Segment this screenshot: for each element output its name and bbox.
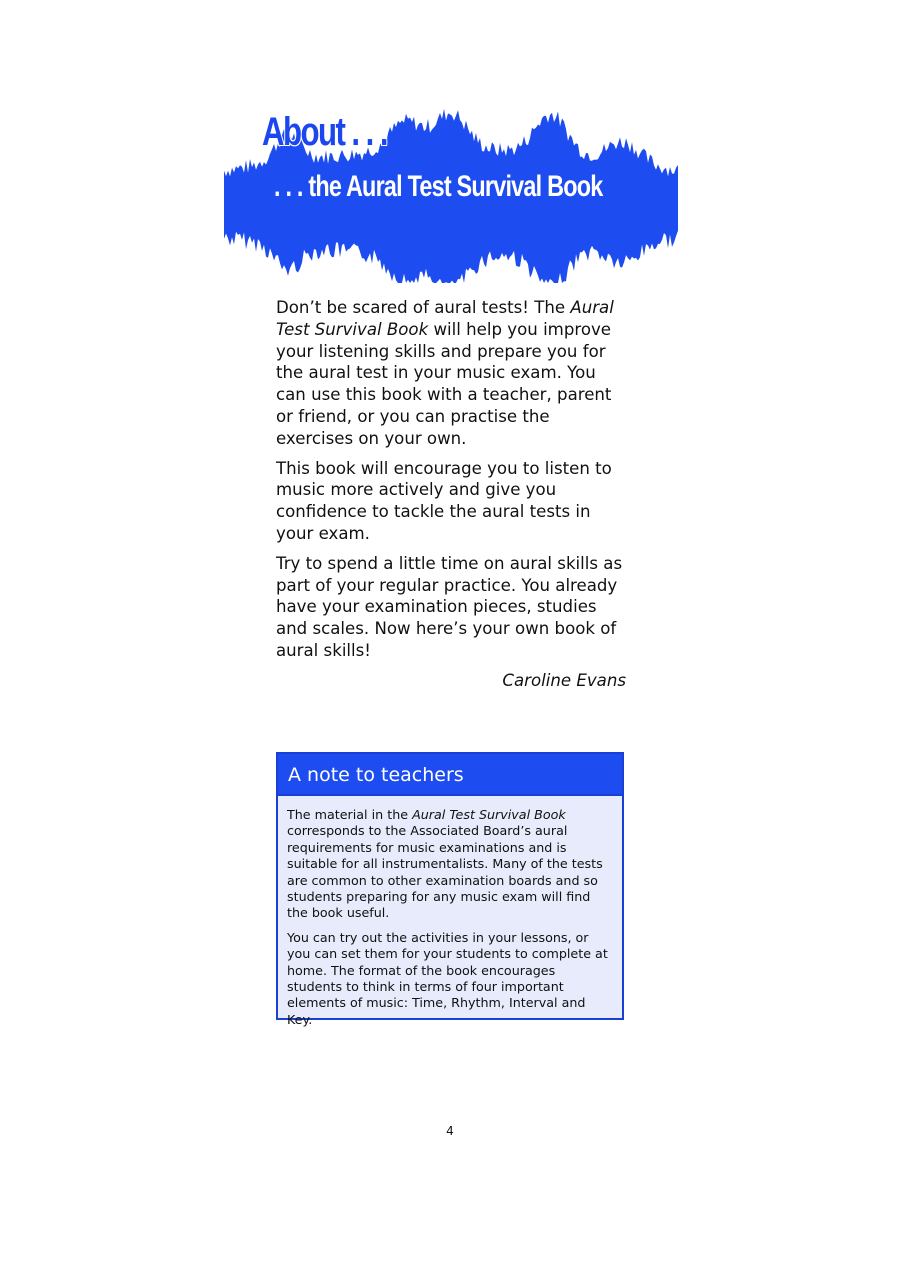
intro-paragraph-3: Try to spend a little time on aural skills as part of your regular practice. You already have your examination pieces, studies and scales. Now here’s your own book of aural skills! bbox=[276, 553, 623, 660]
intro-text bbox=[276, 297, 626, 700]
author-signature: Caroline Evans bbox=[502, 670, 626, 690]
header-banner bbox=[224, 100, 678, 285]
book-title: Aural Test Survival Book bbox=[412, 807, 566, 822]
teachers-note-box bbox=[276, 752, 624, 1027]
intro-paragraph-1: Don’t be scared of aural tests! The Aural Test Survival Book will help you improve your listening skills and prepare you for the aural test in your music exam. You can use this book with a teacher, parent or friend, or you can practise the exercises on your own. bbox=[276, 298, 614, 448]
intro-paragraph-2: This book will encourage you to listen to music more actively and give you confidence to tackle the aural tests in your exam. bbox=[276, 458, 612, 543]
note-paragraph-2: You can try out the activities in your lessons, or you can set them for your students to complete at home. The format of the book encourages students to think in terms of four important elements of music: Time, Rhythm, Interval and Key. bbox=[287, 929, 608, 1027]
banner-title: About . . . bbox=[262, 110, 387, 154]
page-number: 4 bbox=[446, 1124, 454, 1138]
book-title: Aural Test Survival Book bbox=[276, 298, 614, 339]
teachers-note-body bbox=[278, 796, 622, 1028]
note-paragraph-1: The material in the Aural Test Survival Book corresponds to the Associated Board’s aural requirements for music examinations and is suitable for all instrumentalists. Many of the tests are common to other examination boards and so students preparing for any music exam will find the book useful. bbox=[287, 807, 603, 921]
teachers-note-heading: A note to teachers bbox=[278, 754, 622, 796]
banner-subtitle: . . . the Aural Test Survival Book bbox=[274, 170, 603, 203]
